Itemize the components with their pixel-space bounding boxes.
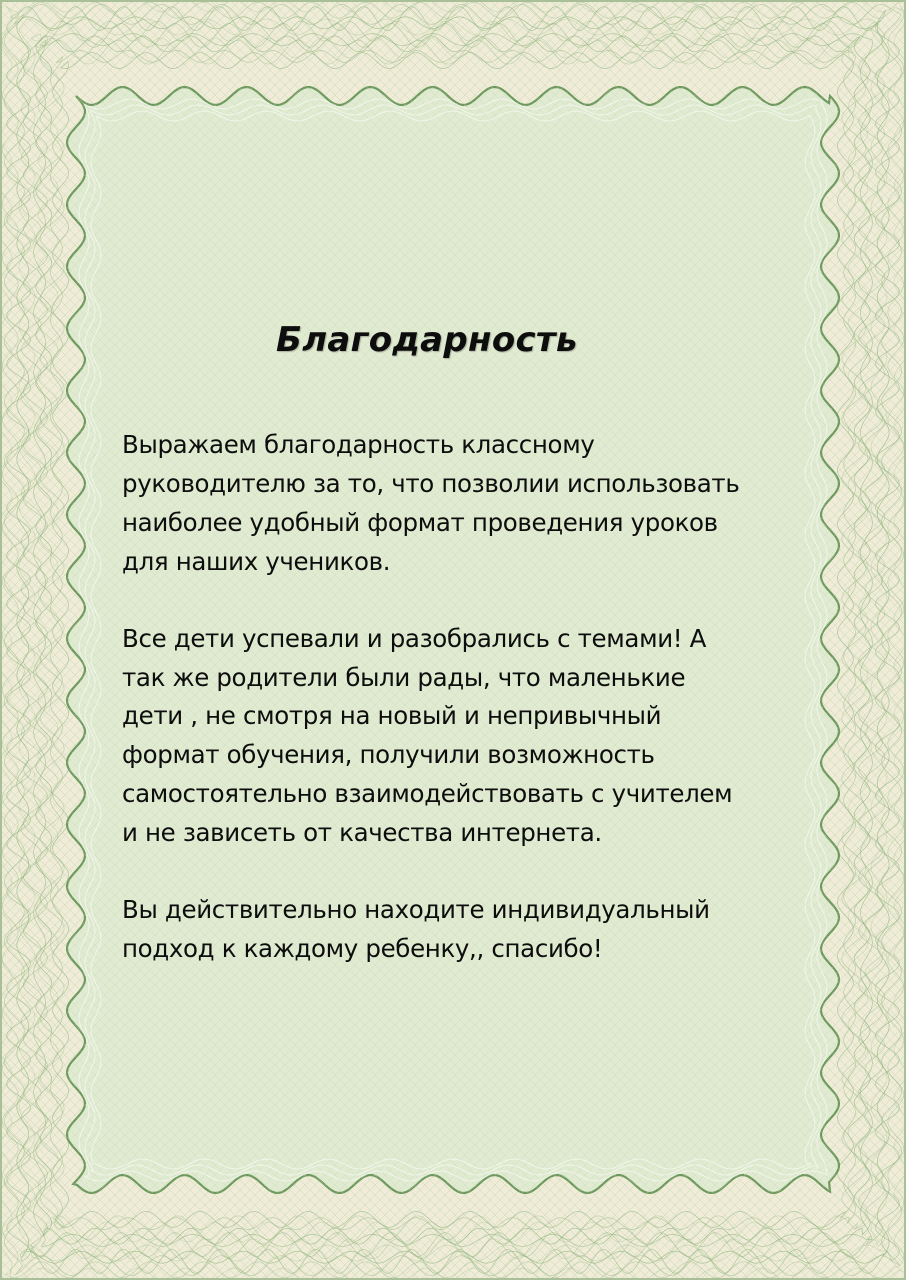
document-body [122,316,802,1007]
paragraph-children-parents: Все дети успевали и разобрались с темами! А так же родители были рады, что маленькие дети , не смотря на новый и непривычный формат обучения, получили возможность самостоятельно взаимодействовать с учителем и не зависеть от качества интернета. [122,623,733,848]
document-title: Благодарность [276,320,578,360]
paragraph-gratitude: Выражаем благодарность классному руководителю за то, что позволии использовать наиболее удобный формат проведения уроков для наших учеников. [122,430,740,576]
paragraph-thanks: Вы действительно находите индивидуальный подход к каждому ребенку,, спасибо! [122,895,710,963]
